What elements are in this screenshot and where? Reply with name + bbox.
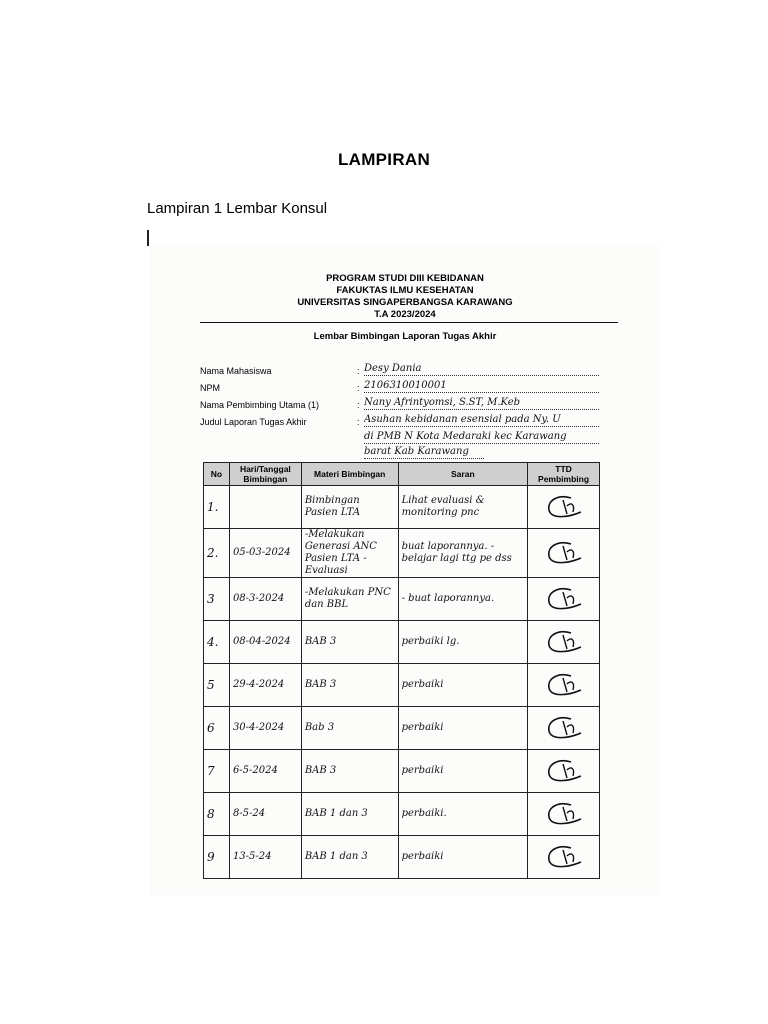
field-value-thesis-title: Asuhan kebidanan esensial pada Ny. U <box>364 413 599 427</box>
cell-advice: perbaiki <box>398 750 528 793</box>
sheet-title: Lembar Bimbingan Laporan Tugas Akhir <box>313 331 497 342</box>
cell-advice: perbaiki <box>398 707 528 750</box>
cell-date <box>229 486 301 529</box>
header-line-year: T.A 2023/2024 <box>374 309 436 320</box>
cell-material: BAB 1 dan 3 <box>301 793 398 836</box>
cell-material: BAB 3 <box>301 664 398 707</box>
cell-date: 30-4-2024 <box>229 707 301 750</box>
table-row <box>204 486 600 529</box>
table-row <box>204 707 600 750</box>
scanned-consultation-sheet <box>150 245 660 895</box>
cell-date: 08-3-2024 <box>229 578 301 621</box>
table-row <box>204 578 600 621</box>
institution-header <box>150 273 660 321</box>
cell-signature <box>528 836 600 879</box>
field-value-npm: 2106310010001 <box>364 379 599 393</box>
cell-date: 8-5-24 <box>229 793 301 836</box>
cell-signature <box>528 621 600 664</box>
cell-signature <box>528 486 600 529</box>
table-row <box>204 664 600 707</box>
table-row <box>204 836 600 879</box>
cell-no: 4. <box>204 621 230 664</box>
cell-material: BAB 3 <box>301 750 398 793</box>
cell-advice: perbaiki. <box>398 793 528 836</box>
cell-material: Bimbingan Pasien LTA <box>301 486 398 529</box>
cell-signature <box>528 578 600 621</box>
cell-date: 13-5-24 <box>229 836 301 879</box>
cell-no: 2. <box>204 529 230 578</box>
header-signature: TTD Pembimbing <box>528 463 600 486</box>
signature-mark <box>541 584 587 614</box>
field-label-student-name: Nama Mahasiswa <box>200 366 272 376</box>
cell-material: -Melakukan Generasi ANC Pasien LTA -Evaluasi <box>301 529 398 578</box>
cell-no: 1. <box>204 486 230 529</box>
field-value-thesis-title-line2: di PMB N Kota Medaraki kec Karawang <box>364 430 599 444</box>
field-colon: : <box>357 417 360 427</box>
table-row <box>204 750 600 793</box>
cell-material: BAB 3 <box>301 621 398 664</box>
table-row <box>204 793 600 836</box>
cell-no: 5 <box>204 664 230 707</box>
cell-signature <box>528 793 600 836</box>
cell-no: 9 <box>204 836 230 879</box>
signature-mark <box>541 538 587 568</box>
header-no: No <box>204 463 230 486</box>
cell-signature <box>528 750 600 793</box>
header-line-program: PROGRAM STUDI DIII KEBIDANAN <box>326 273 484 284</box>
signature-mark <box>541 492 587 522</box>
cell-advice: perbaiki <box>398 664 528 707</box>
field-label-supervisor: Nama Pembimbing Utama (1) <box>200 400 320 410</box>
cell-date: 05-03-2024 <box>229 529 301 578</box>
cell-advice: Lihat evaluasi & monitoring pnc <box>398 486 528 529</box>
signature-mark <box>541 842 587 872</box>
header-advice: Saran <box>398 463 528 486</box>
cell-signature <box>528 664 600 707</box>
cell-material: -Melakukan PNC dan BBL <box>301 578 398 621</box>
cell-material: Bab 3 <box>301 707 398 750</box>
cell-signature <box>528 529 600 578</box>
field-colon: : <box>357 400 360 410</box>
cell-date: 6-5-2024 <box>229 750 301 793</box>
cell-no: 8 <box>204 793 230 836</box>
cell-no: 3 <box>204 578 230 621</box>
signature-mark <box>541 756 587 786</box>
cell-advice: buat laporannya. -belajar lagi ttg pe dss <box>398 529 528 578</box>
field-colon: : <box>357 383 360 393</box>
header-date: Hari/Tanggal Bimbingan <box>229 463 301 486</box>
table-row <box>204 621 600 664</box>
margin-mark <box>147 230 149 246</box>
header-line-faculty: FAKUKTAS ILMU KESEHATAN <box>336 285 474 296</box>
cell-advice: - buat laporannya. <box>398 578 528 621</box>
page-heading: LAMPIRAN <box>337 150 431 169</box>
cell-no: 6 <box>204 707 230 750</box>
table-row <box>204 529 600 578</box>
signature-mark <box>541 670 587 700</box>
header-material: Materi Bimbingan <box>301 463 398 486</box>
signature-mark <box>541 627 587 657</box>
cell-date: 29-4-2024 <box>229 664 301 707</box>
field-label-npm: NPM <box>200 383 220 393</box>
attachment-caption: Lampiran 1 Lembar Konsul <box>147 200 328 217</box>
consultation-table <box>203 462 600 879</box>
signature-mark <box>541 799 587 829</box>
cell-advice: perbaiki <box>398 836 528 879</box>
table-header-row <box>204 463 600 486</box>
header-line-university: UNIVERSITAS SINGAPERBANGSA KARAWANG <box>297 297 513 308</box>
cell-material: BAB 1 dan 3 <box>301 836 398 879</box>
cell-no: 7 <box>204 750 230 793</box>
field-value-student-name: Desy Dania <box>364 362 599 376</box>
header-rule <box>200 322 618 323</box>
field-label-thesis-title: Judul Laporan Tugas Akhir <box>200 417 307 427</box>
signature-mark <box>541 713 587 743</box>
field-colon: : <box>357 366 360 376</box>
cell-date: 08-04-2024 <box>229 621 301 664</box>
cell-advice: perbaiki lg. <box>398 621 528 664</box>
field-value-supervisor: Nany Afrintyomsi, S.ST, M.Keb <box>364 396 599 410</box>
cell-signature <box>528 707 600 750</box>
field-value-thesis-title-line3: barat Kab Karawang <box>364 445 484 459</box>
